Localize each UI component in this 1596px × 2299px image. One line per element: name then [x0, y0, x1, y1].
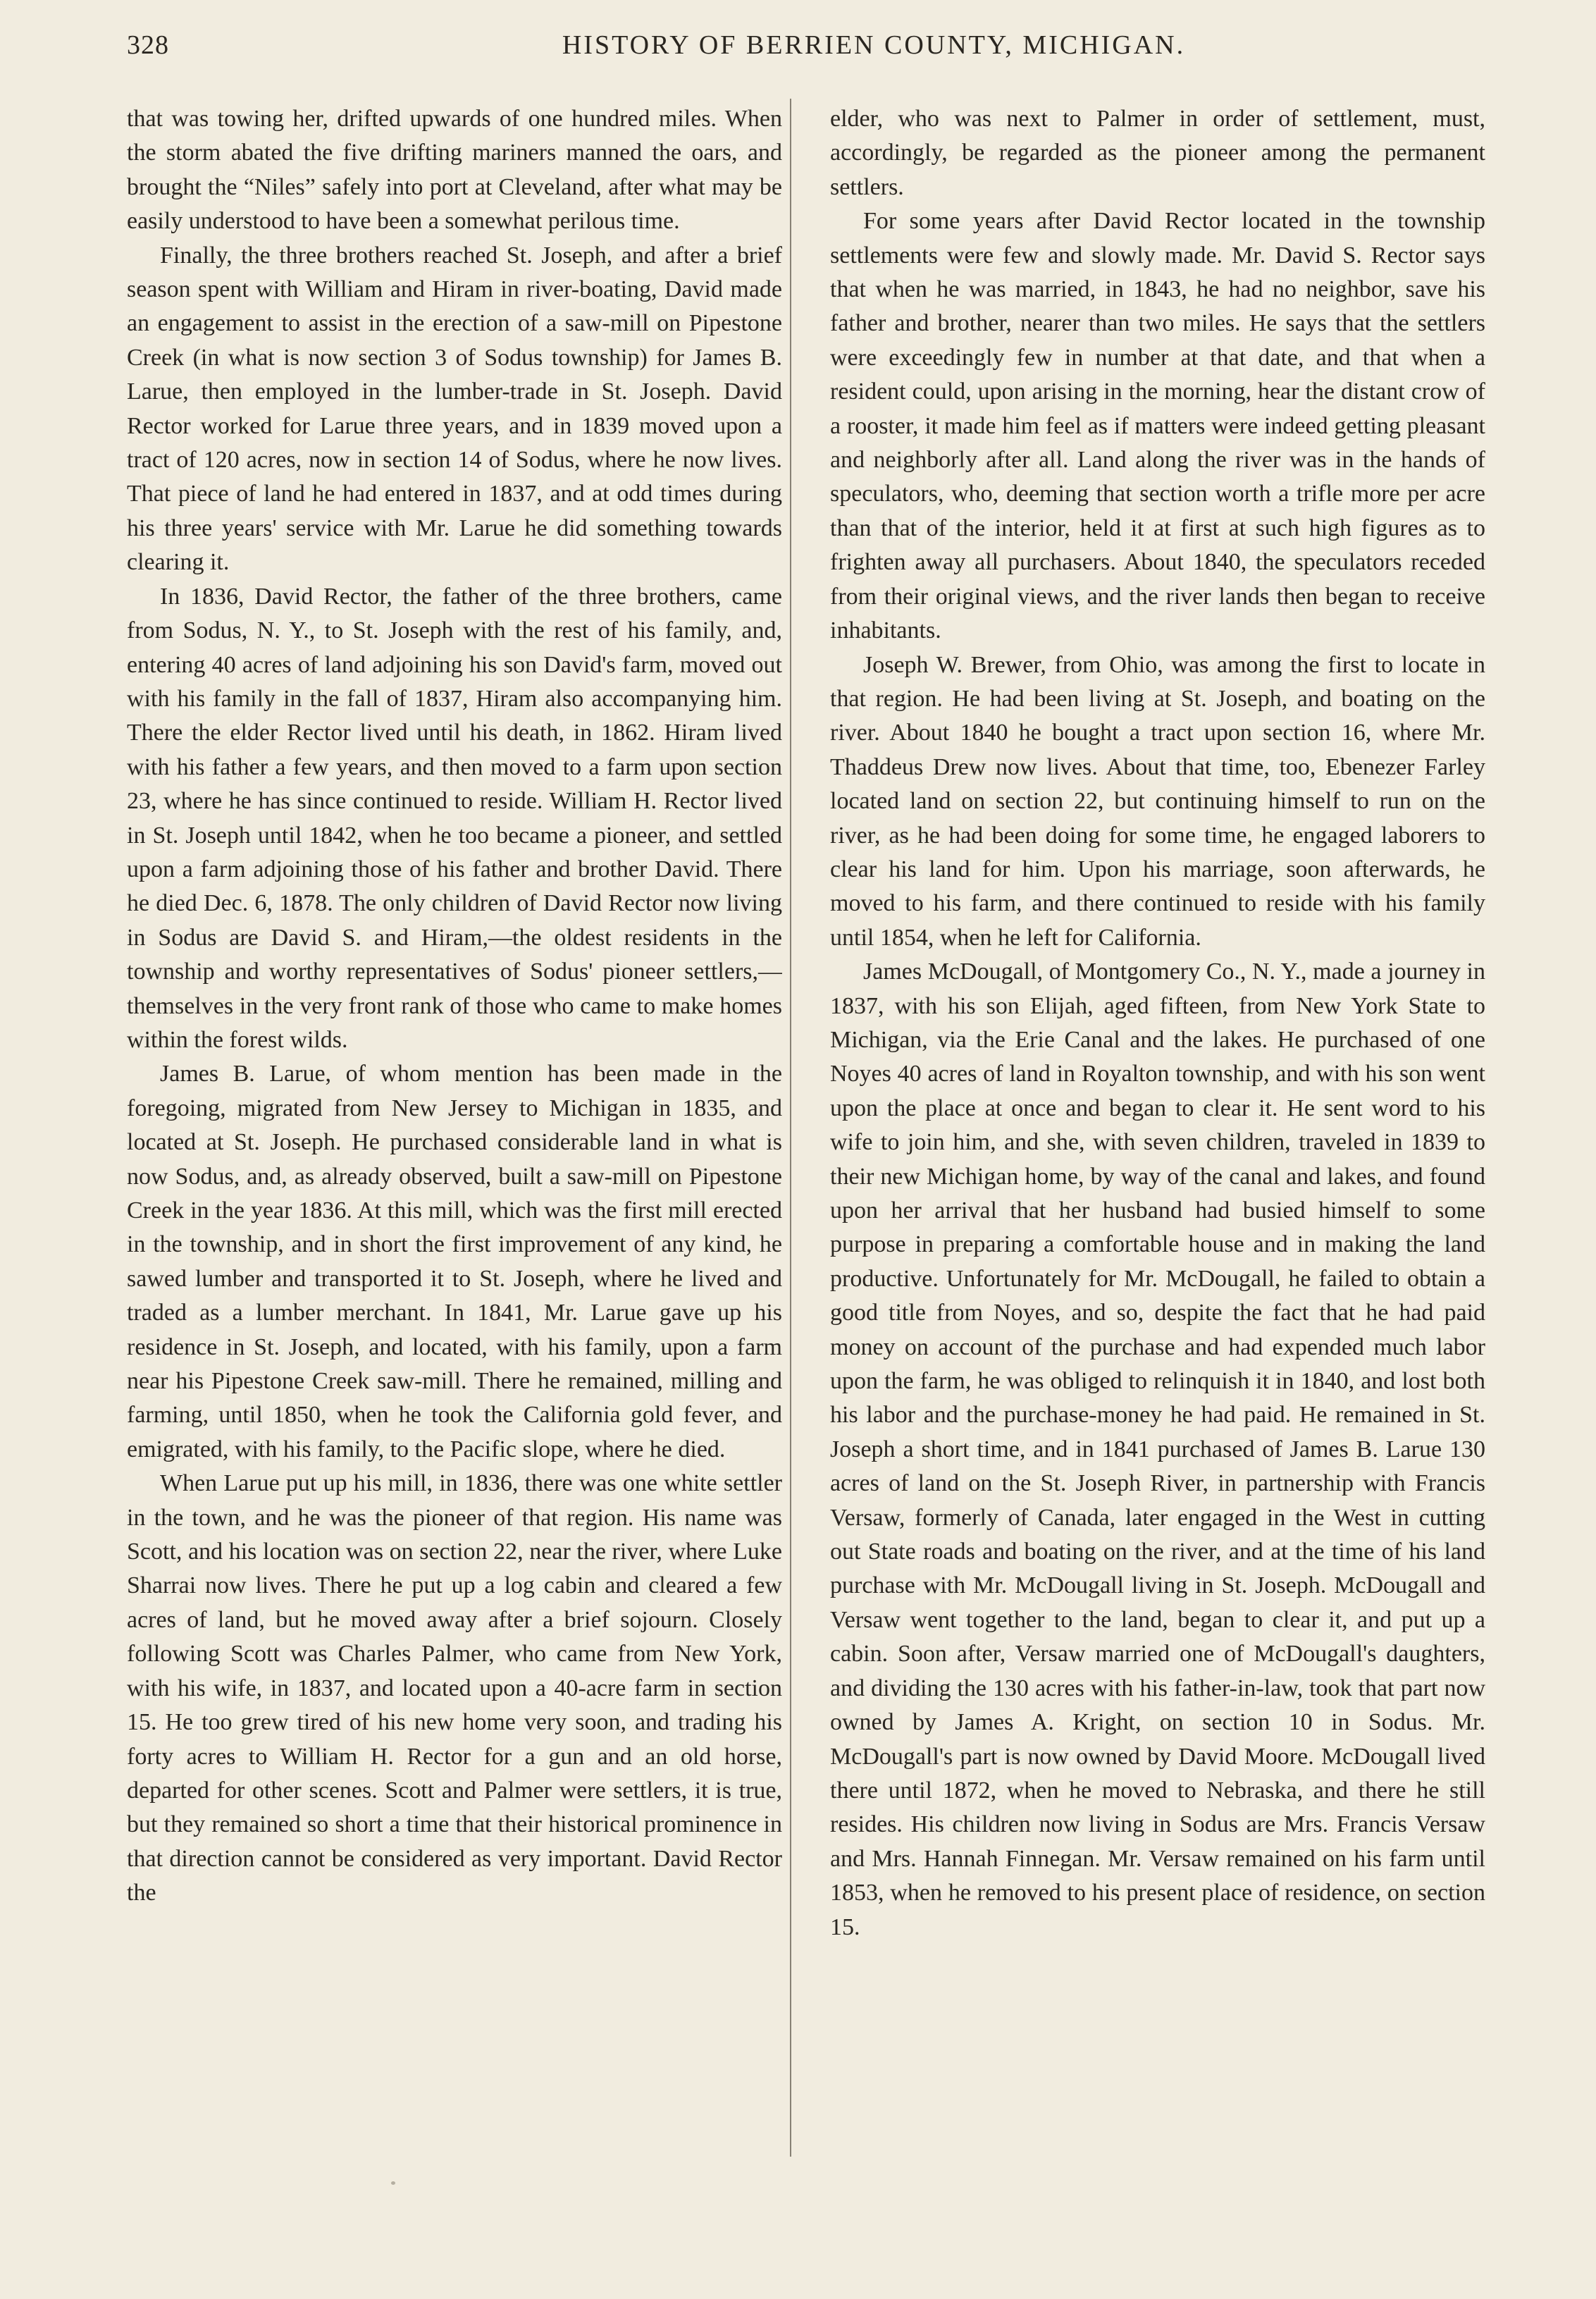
paragraph-right-2: For some years after David Rector located in the township settlements were few and slowly made. Mr. David S. Rector says that when he was married, in 1843, he had no neighbor, save his father and brother, nearer than two miles. He says that the settlers were exceedingly few in number at that date, and that when a resident could, upon arising in the morning, hear the distant crow of a rooster, it made him feel as if matters were indeed getting pleasant and neighborly after all. Land along the river was in the hands of speculators, who, deeming that section worth a trifle more per acre than that of the interior, held it at first at such high figures as to frighten away all purchasers. About 1840, the speculators receded from their original views, and the river lands then began to receive inhabitants.	[830, 208, 1485, 644]
column-divider	[790, 99, 791, 2157]
ink-speck	[391, 2181, 395, 2185]
left-column	[127, 102, 782, 2160]
paragraph-left-5: When Larue put up his mill, in 1836, there was one white settler in the town, and he was the pioneer of that region. His name was Scott, and his location was on section 22, near the river, where Luke Sharrai now lives. There he put up a log cabin and cleared a few acres of land, but he moved away after a brief sojourn. Closely following Scott was Charles Palmer, who came from New York, with his wife, in 1837, and located upon a 40-acre farm in section 15. He too grew tired of his new home very soon, and trading his forty acres to William H. Rector for a gun and an old horse, departed for other scenes. Scott and Palmer were settlers, it is true, but they remained so short a time that their historical prominence in that direction cannot be considered as very important. David Rector the	[127, 1470, 782, 1906]
paragraph-left-2: Finally, the three brothers reached St. Joseph, and after a brief season spent with William and Hiram in river-boating, David made an engagement to assist in the erection of a saw-mill on Pipestone Creek (in what is now section 3 of Sodus township) for James B. Larue, then employed in the lumber-trade in St. Joseph. David Rector worked for Larue three years, and in 1839 moved upon a tract of 120 acres, now in section 14 of Sodus, where he now lives. That piece of land he had entered in 1837, and at odd times during his three years' service with Mr. Larue he did something towards clearing it.	[127, 242, 782, 576]
right-column	[830, 102, 1485, 2160]
page-header	[127, 27, 1494, 76]
page-number: 328	[127, 30, 169, 60]
running-title: HISTORY OF BERRIEN COUNTY, MICHIGAN.	[562, 30, 1186, 60]
paragraph-right-3: Joseph W. Brewer, from Ohio, was among the first to locate in that region. He had been living at St. Joseph, and boating on the river. About 1840 he bought a tract upon section 16, where Mr. Thaddeus Drew now lives. About that time, too, Ebenezer Farley located land on section 22, but continuing himself to run on the river, as he had been doing for some time, he engaged laborers to clear his land for him. Upon his marriage, soon afterwards, he moved to his farm, and there continued to reside with his family until 1854, when he left for California.	[830, 651, 1485, 951]
paragraph-left-1: that was towing her, drifted upwards of one hundred miles. When the storm abated the five drifting mariners manned the oars, and brought the “Niles” safely into port at Cleveland, after what may be easily understood to have been a somewhat perilous time.	[127, 106, 782, 235]
paragraph-left-3: In 1836, David Rector, the father of the three brothers, came from Sodus, N. Y., to St. Joseph with the rest of his family, and, entering 40 acres of land adjoining his son David's farm, moved out with his family in the fall of 1837, Hiram also accompanying him. There the elder Rector lived until his death, in 1862. Hiram lived with his father a few years, and then moved to a farm upon section 23, where he has since continued to reside. William H. Rector lived in St. Joseph until 1842, when he too became a pioneer, and settled upon a farm adjoining those of his father and brother David. There he died Dec. 6, 1878. The only children of David Rector now living in Sodus are David S. and Hiram,—the oldest residents in the township and worthy representatives of Sodus' pioneer settlers,—themselves in the very front rank of those who came to make homes within the forest wilds.	[127, 583, 782, 1053]
paragraph-right-4: James McDougall, of Montgomery Co., N. Y., made a journey in 1837, with his son Elijah, aged fifteen, from New York State to Michigan, via the Erie Canal and the lakes. He purchased of one Noyes 40 acres of land in Royalton township, and with his son went upon the place at once and began to clear it. He sent word to his wife to join him, and she, with seven children, traveled in 1839 to their new Michigan home, by way of the canal and lakes, and found upon her arrival that her husband had busied himself to some purpose in preparing a comfortable house and in making the land productive. Unfortunately for Mr. McDougall, he failed to obtain a good title from Noyes, and so, despite the fact that he had paid money on account of the purchase and had expended much labor upon the farm, he was obliged to relinquish it in 1840, and lost both his labor and the purchase-money he had paid. He remained in St. Joseph a short time, and in 1841 purchased of James B. Larue 130 acres of land on the St. Joseph River, in partnership with Francis Versaw, formerly of Canada, later engaged in the West in cutting out State roads and boating on the river, and at the time of his land purchase with Mr. McDougall living in St. Joseph. McDougall and Versaw went together to the land, began to clear it, and put up a cabin. Soon after, Versaw married one of McDougall's daughters, and dividing the 130 acres with his father-in-law, took that part now owned by James A. Kright, on section 10 in Sodus. Mr. McDougall's part is now owned by David Moore. McDougall lived there until 1872, when he moved to Nebraska, and there he still resides. His children now living in Sodus are Mrs. Francis Versaw and Mrs. Hannah Finnegan. Mr. Versaw remained on his farm until 1853, when he removed to his present place of residence, on section 15.	[830, 959, 1485, 1940]
paragraph-right-1: elder, who was next to Palmer in order of settlement, must, accordingly, be regarded as the pioneer among the permanent settlers.	[830, 106, 1485, 200]
paragraph-left-4: James B. Larue, of whom mention has been made in the foregoing, migrated from New Jersey to Michigan in 1835, and located at St. Joseph. He purchased considerable land in what is now Sodus, and, as already observed, built a saw-mill on Pipestone Creek in the year 1836. At this mill, which was the first mill erected in the township, and in short the first improvement of any kind, he sawed lumber and transported it to St. Joseph, where he lived and traded as a lumber merchant. In 1841, Mr. Larue gave up his residence in St. Joseph, and located, with his family, upon a farm near his Pipestone Creek saw-mill. There he remained, milling and farming, until 1850, when he took the California gold fever, and emigrated, with his family, to the Pacific slope, where he died.	[127, 1061, 782, 1462]
